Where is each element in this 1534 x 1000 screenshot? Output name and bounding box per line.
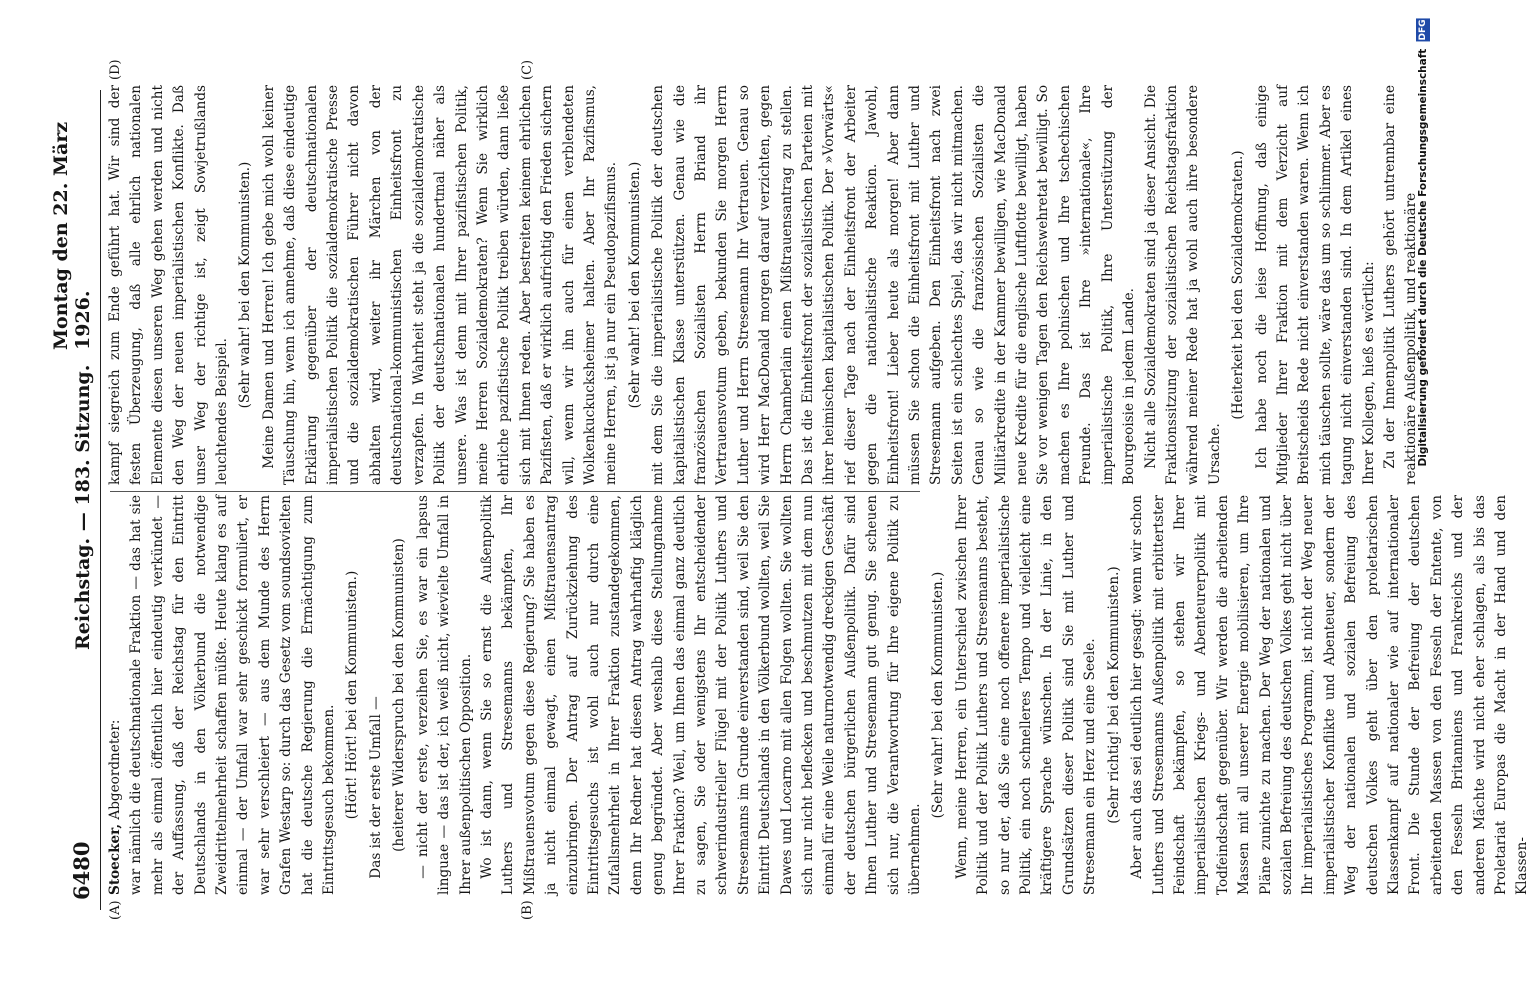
stage-direction: (Hört! Hört! bei den Kommunisten.)	[344, 570, 361, 820]
paragraph: mit dem Sie die imperialistische Politik der deutschen kapitalistischen Klasse unterstützen. Genau wie die französischen Sozialisten Herrn Briand ihr Vertrauensvotum geben, bekunden Sie morgen Herrn Luther und Herrn Stresemann Ihr Vertrauen. Genau so wird Herr MacDonald morgen darauf verzichten, gegen Herrn Chamberlain einen Mißtrauensantrag zu stellen. Das ist die Einheitsfront der sozialistischen Parteien mit ihrer heimischen kapitalistischen Politik. Der »Vorwärts« rief dieser Tage nach der Einheitsfront der Arbeiter gegen die nationalistische Reaktion. Jawohl, Einheitsfront! Lieber heute als morgen! Aber dann müssen Sie schon die Einheitsfront mit Luther und Stresemann aufgeben. Den Einheitsfront nach zwei Seiten ist ein schlechtes Spiel, das wir nicht mitmachen. Genau so wie die französischen Sozialisten die Militärkredite in der Kammer bewilligen, wie MacDonald neue Kredite für die englische Luftflotte bewilligt, haben Sie vor wenigen Tagen den Reichswehretat bewilligt. So machen es Ihre polnischen und Ihre tschechischen Freunde. Das ist Ihre »internationale«, Ihre imperialistische Politik, Ihre Unterstützung der Bourgeoisie in jedem Lande.	[650, 85, 1138, 485]
margin-marker-a: (A)	[108, 900, 123, 920]
stage-direction: (Sehr wahr! bei den Kommunisten.)	[626, 161, 643, 409]
paragraph: kampf siegreich zum Ende geführt hat. Wir sind der festen Überzeugung, daß alle ehrlich nationalen Elemente diesen unseren Weg gehen werden und nicht den Weg der neuen imperialistischen Konflikte. Daß unser Weg der richtige ist, zeigt Sowjetrußlands leuchtendes Beispiel.	[107, 85, 231, 485]
speaker-name: Stoecker,	[107, 823, 123, 895]
paragraph: Nicht alle Sozialdemokraten sind ja dieser Ansicht. Die Fraktionssitzung der sozialistischen Reichstagsfraktion während meiner Rede hat ja wohl auch ihre besondere Ursache.	[1142, 85, 1223, 485]
running-head-right: Montag den 22. März 1926.	[50, 121, 94, 350]
stage-direction: (Sehr wahr! bei den Kommunisten.)	[237, 161, 254, 409]
stage-direction: (Heiterkeit bei den Sozialdemokraten.)	[1230, 150, 1247, 420]
paragraph: Wo ist dann, wenn Sie so ernst die Außenpolitik Luthers und Stresemanns bekämpfen, Ihr Mißtrauensvotum gegen diese Regierung? Sie haben es ja nicht einmal gewagt, einen Mißtrauensantrag einzubringen. Der Antrag auf Zurückziehung des Eintrittsgesuchs ist wohl auch nur durch eine Zufallsmehrheit in Ihrer Fraktion zustandegekommen, denn Ihr Redner hat diesen Antrag wahrhaftig kläglich genug begründet. Aber weshalb diese Stellungnahme Ihrer Fraktion? Weil, um Ihnen das einmal ganz deutlich zu sagen, Sie oder wenigstens Ihr entscheidender schwerindustrieller Flügel mit der Politik Luthers und Stresemanns im Grunde einverstanden sind, weil Sie den Eintritt Deutschlands in den Völkerbund wollten, weil Sie Dawes und Locarno mit allen Folgen wollten. Sie wollten sich nur nicht beflecken und beschmutzen mit dem nun einmal für eine Weile naturnotwendig dreckigen Geschäft der deutschen bürgerlichen Außenpolitik. Dafür sind Ihnen Luther und Stresemann gut genug. Sie scheuen sich nur, die Verantwortung für Ihre eigene Politik zu übernehmen.	[478, 495, 924, 895]
margin-marker-d: (D)	[108, 59, 123, 80]
digitization-credit	[1416, 18, 1430, 466]
paragraph: Das ist der erste Umfall —	[367, 696, 384, 879]
running-head-left: Reichstag. — 183. Sitzung.	[72, 364, 94, 650]
credit-text: Digitalisierung gefördert durch die Deutsche Forschungsgemeinschaft	[1417, 48, 1429, 467]
paragraph: Meine Damen und Herren! Ich gebe mich wohl keiner Täuschung hin, wenn ich annehme, daß diese eindeutige Erklärung gegenüber der deutschnationalen imperialistischen Politik die sozialdemokratische Presse und die sozialdemokratischen Führer nicht davon abhalten wird, weiter ihr Märchen von der deutschnational-kommunistischen Einheitsfront zu verzapfen. In Wahrheit steht ja die sozialdemokratische Politik der deutschnationalen hundertmal näher als unsere. Was ist denn mit Ihrer pazifistischen Politik, meine Herren Sozialdemokraten? Wenn Sie wirklich ehrliche pazifistische Politik treiben würden, dann ließe sich mit Ihnen reden. Aber bestreiten keinem ehrlichen Pazifisten, daß er wirklich aufrichtig den Frieden sichern will, wenn wir ihn auch für einen verblendeten Wolkenkuckucksheimer halten. Aber Ihr Pazifismus, meine Herren, ist ja nur ein Pseudopazifismus.	[260, 85, 620, 485]
paragraph: — nicht der erste, verzeihen Sie, es war ein lapsus linguae — das ist der, ich weiß nicht, wievielte Umfall in Ihrer außenpolitischen Opposition.	[414, 495, 474, 895]
left-column	[105, 495, 1531, 895]
paragraph: Wenn, meine Herren, ein Unterschied zwischen Ihrer Politik und der Politik Luthers und Stresemanns besteht, so nur der, daß Sie eine noch offenere imperialistische Politik, ein noch schnelleres Tempo und vielleicht eine kräftigere Sprache wünschen. In der Linie, in den Grundsätzen dieser Politik sind Sie mit Luther und Stresemann ein Herz und eine Seele.	[953, 495, 1099, 895]
paragraph: Ich habe noch die leise Hoffnung, daß einige Mitglieder Ihrer Fraktion mit dem Verzicht auf Breitscheids Rede nicht einverstanden waren. Wenn ich mich täuschen sollte, wäre das um so schlimmer. Aber es tagung nicht einverstanden sind. In dem Artikel eines Ihrer Kollegen, hieß es wörtlich:	[1253, 85, 1377, 485]
column-divider	[110, 491, 920, 492]
stage-direction: (Sehr richtig! bei den Kommunisten.)	[1105, 566, 1122, 824]
paragraph: war nämlich die deutschnationale Fraktion — das hat sie mehr als einmal öffentlich hier eindeutig verkündet — der Auffassung, daß der Reichstag für den Eintritt Deutschlands in den Völkerbund die notwendige Zweidrittelmehrheit schaffen müßte. Heute klang es auf einmal — der Umfall war sehr geschickt formuliert, er war sehr verschleiert — aus dem Munde des Herrn Grafen Westarp so: durch das Gesetz vom soundsovielten hat die deutsche Regierung die Ermächtigung zum Eintrittsgesuch bekommen.	[128, 495, 338, 895]
speaker-line	[105, 495, 126, 895]
right-column	[105, 85, 1420, 485]
stage-direction: (Sehr wahr! bei den Kommunisten.)	[930, 571, 947, 819]
margin-marker-c: (C)	[520, 59, 535, 80]
page-number: 6480	[69, 841, 94, 900]
paragraph: Zu der Innenpolitik Luthers gehört untrennbar eine reaktionäre Außenpolitik, und reaktionäre	[1381, 85, 1420, 485]
paragraph: Aber auch das sei deutlich hier gesagt: wenn wir schon Luthers und Stresemanns Außenpolitik mit erbittertster Feindschaft bekämpfen, so stehen wir Ihrer imperialistischen Kriegs- und Abenteurerpolitik mit Todfeindschaft gegenüber. Wir werden die arbeitenden Massen mit all unserer Energie mobilisieren, um Ihre Pläne zunichte zu machen. Der Weg der nationalen und sozialen Befreiung des deutschen Volkes geht nicht über Ihr imperialistisches Programm, ist nicht der Weg neuer imperialistischer Konflikte und Abenteuer, sondern der Weg der nationalen und sozialen Befreiung des deutschen Volkes geht über den proletarischen Klassenkampf auf nationaler wie auf internationaler Front. Die Stunde der Befreiung der deutschen arbeitenden Massen von den Fesseln der Entente, von den Fesseln Britanniens und Frankreichs und der anderen Mächte wird nicht eher schlagen, als bis das Proletariat Europas die Macht in der Hand und den Klassen-	[1129, 495, 1531, 895]
page-header	[50, 90, 101, 910]
dfg-logo: DFG	[1418, 19, 1428, 41]
margin-marker-b: (B)	[520, 900, 535, 920]
stage-direction: (heiterer Widerspruch bei den Kommunisten)	[391, 538, 408, 852]
speaker-role: Abgeordneter:	[107, 719, 123, 820]
